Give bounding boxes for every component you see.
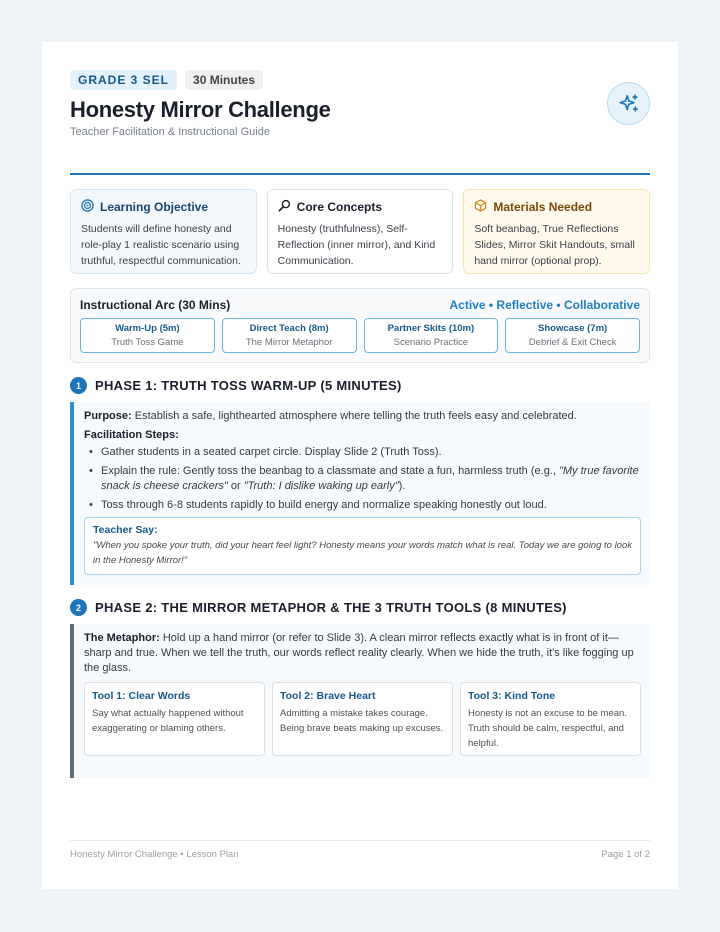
summary-cards bbox=[70, 189, 650, 274]
teacher-say-box bbox=[84, 517, 641, 575]
objective-card bbox=[70, 189, 257, 274]
metaphor-body: Hold up a hand mirror (or refer to Slide 3). A clean mirror reflects exactly what is in front of it—sharp and true. When we tell the truth, our words reflect reality clearly. When we hide the truth, it's like fogging up the glass. bbox=[84, 632, 634, 674]
purpose-text bbox=[84, 409, 641, 424]
list-item bbox=[84, 464, 641, 494]
arc-steps bbox=[80, 318, 640, 353]
page-footer bbox=[70, 840, 650, 860]
step-text: ). bbox=[398, 480, 406, 492]
core-text: Honesty (truthfulness), Self-Reflection (inner mirror), and Kind Communication. bbox=[277, 223, 436, 267]
phase-number-badge: 1 bbox=[70, 377, 87, 394]
tool-card bbox=[84, 682, 265, 756]
purpose-body: Establish a safe, lighthearted atmosphere where telling the truth feels easy and celebrated. bbox=[131, 410, 577, 422]
objective-text: Students will define honesty and role-play 1 realistic scenario using truthful, respectful communication. bbox=[81, 223, 241, 267]
badge-row bbox=[70, 70, 650, 90]
tool-title: Tool 2: Brave Heart bbox=[280, 690, 376, 702]
teacher-say-label: Teacher Say: bbox=[93, 524, 158, 536]
objective-title: Learning Objective bbox=[100, 200, 209, 214]
list-item: • Toss through 6-8 students rapidly to build energy and normalize speaking honestly out loud. bbox=[84, 498, 641, 513]
tool-text: Honesty is not an excuse to be mean. Truth should be calm, respectful, and helpful. bbox=[468, 708, 627, 749]
tool-card bbox=[272, 682, 453, 756]
phase-2-heading bbox=[70, 599, 650, 616]
duration-badge: 30 Minutes bbox=[185, 70, 263, 90]
step-text: or bbox=[227, 480, 244, 492]
phase-1-heading bbox=[70, 377, 650, 394]
grade-badge: GRADE 3 SEL bbox=[70, 70, 177, 90]
lesson-page bbox=[42, 42, 678, 889]
materials-title: Materials Needed bbox=[493, 200, 593, 214]
box-icon bbox=[474, 199, 487, 215]
arc-header bbox=[80, 298, 640, 312]
step-text: Explain the rule: Gently toss the beanbag to a classmate and state a fun, harmless truth (e.g., bbox=[101, 465, 559, 477]
arc-step-name: Partner Skits (10m) bbox=[387, 323, 475, 334]
phase-2-title: PHASE 2: THE MIRROR METAPHOR & THE 3 TRUTH TOOLS (8 MINUTES) bbox=[95, 600, 567, 615]
phase-1-title: PHASE 1: TRUTH TOSS WARM-UP (5 MINUTES) bbox=[95, 378, 402, 393]
target-icon bbox=[81, 199, 94, 215]
arc-step-name: Showcase (7m) bbox=[538, 323, 608, 334]
instructional-arc bbox=[70, 288, 650, 363]
core-title: Core Concepts bbox=[296, 200, 383, 214]
facilitation-steps bbox=[84, 445, 641, 513]
arc-title: Instructional Arc (30 Mins) bbox=[80, 298, 231, 312]
arc-step-name: Warm-Up (5m) bbox=[115, 323, 180, 334]
tool-text: Say what actually happened without exaggerating or blaming others. bbox=[92, 708, 244, 734]
page-number: Page 1 of 2 bbox=[601, 849, 650, 860]
arc-step-name: Direct Teach (8m) bbox=[249, 323, 329, 334]
truth-tools bbox=[84, 682, 641, 756]
phase-2-box bbox=[70, 624, 650, 778]
arc-step bbox=[222, 318, 357, 353]
metaphor-label: The Metaphor: bbox=[84, 632, 160, 644]
tool-text: Admitting a mistake takes courage. Being brave beats making up excuses. bbox=[280, 708, 444, 734]
page-subtitle: Teacher Facilitation & Instructional Guide bbox=[70, 126, 270, 138]
materials-card-header bbox=[474, 199, 639, 215]
arc-tagline: Active • Reflective • Collaborative bbox=[449, 298, 640, 312]
objective-card-header bbox=[81, 199, 246, 215]
materials-text: Soft beanbag, True Reflections Slides, Mirror Skit Handouts, small hand mirror (optional prop). bbox=[474, 223, 635, 267]
arc-step-desc: Scenario Practice bbox=[393, 337, 469, 348]
metaphor-text bbox=[84, 631, 641, 676]
core-card-header bbox=[278, 199, 443, 215]
arc-step bbox=[505, 318, 640, 353]
purpose-label: Purpose: bbox=[84, 410, 132, 422]
teacher-say-text: "When you spoke your truth, did your heart feel light? Honesty means your words match what is real. Today we are going to look in the Honesty Mirror!" bbox=[93, 540, 632, 566]
core-concepts-card bbox=[267, 189, 454, 274]
sparkles-icon bbox=[607, 82, 650, 125]
tool-title: Tool 1: Clear Words bbox=[92, 690, 191, 702]
magnifier-icon bbox=[278, 199, 291, 215]
example-quote: "Truth: I dislike waking up early" bbox=[243, 480, 399, 492]
phase-1-box bbox=[70, 402, 650, 585]
page-title: Honesty Mirror Challenge bbox=[70, 97, 331, 122]
facilitation-label: Facilitation Steps: bbox=[84, 429, 179, 441]
materials-card bbox=[463, 189, 650, 274]
tool-title: Tool 3: Kind Tone bbox=[468, 690, 556, 702]
list-item: • Gather students in a seated carpet circle. Display Slide 2 (Truth Toss). bbox=[84, 445, 641, 460]
arc-step bbox=[364, 318, 499, 353]
arc-step-desc: Debrief & Exit Check bbox=[528, 337, 617, 348]
footer-doc-name: Honesty Mirror Challenge • Lesson Plan bbox=[70, 849, 239, 860]
page-header bbox=[70, 70, 650, 175]
phase-number-badge: 2 bbox=[70, 599, 87, 616]
arc-step-desc: The Mirror Metaphor bbox=[245, 337, 333, 348]
arc-step bbox=[80, 318, 215, 353]
tool-card bbox=[460, 682, 641, 756]
arc-step-desc: Truth Toss Game bbox=[111, 337, 184, 348]
example-quote: "My true favorite snack is cheese crackers" bbox=[101, 465, 639, 492]
